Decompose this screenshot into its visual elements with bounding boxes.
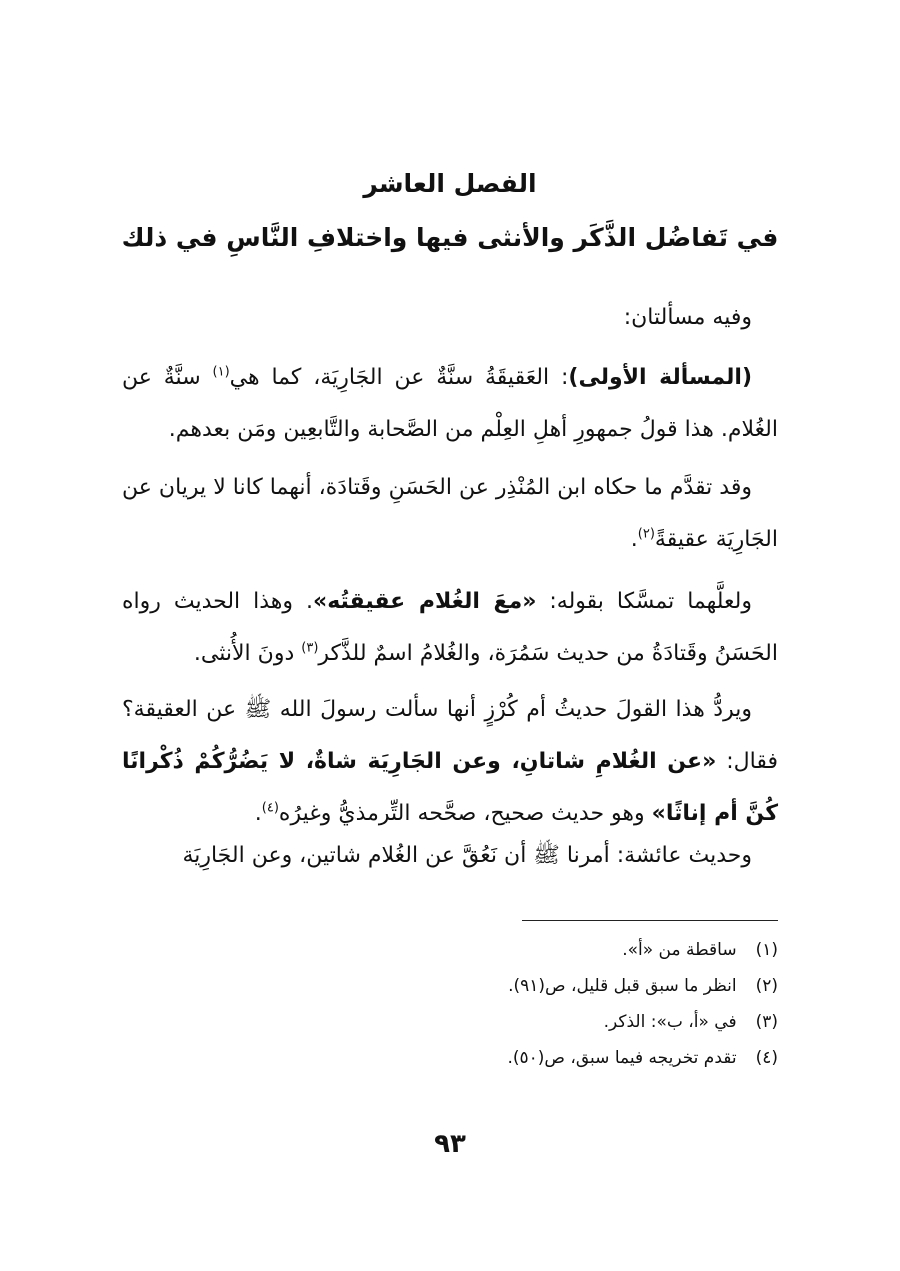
footnote-item [122, 1004, 778, 1040]
paragraph-text [122, 576, 778, 680]
chapter-subtitle: في تَفاضُل الذَّكَر والأنثى فيها واختلافِ النَّاسِ في ذلك [121, 223, 779, 252]
paragraph-hadith-umm-kurz [122, 684, 778, 840]
footnote-text: في «أ، ب»: الذكر. [603, 1012, 737, 1032]
footnote-item [122, 932, 778, 968]
paragraph-span: دونَ الأُنثى. [193, 641, 302, 666]
footnote-number: (١) [755, 940, 778, 960]
footnotes-list [122, 932, 778, 1076]
footnote-number: (٤) [755, 1048, 778, 1068]
paragraph-span: . [254, 801, 262, 826]
paragraph-span: . وهذا الحديث رواه الحَسَنُ وقَتادَةُ من حديث سَمُرَة، والغُلامُ اسمٌ للذَّكر [122, 589, 778, 666]
paragraph-hadith-aisha [122, 830, 778, 882]
paragraph-span: وهو حديث صحيح، صحَّحه التِّرمذيُّ وغيرُه [278, 801, 652, 826]
paragraph-span: : العَقيقَةُ سنَّةٌ عن الجَارِيَة، كما هي [229, 365, 569, 390]
paragraph-text [122, 684, 778, 840]
hadith-quote: «عن الغُلامِ شاتانِ، وعن الجَارِيَة شاةٌ، لا يَضُرُّكُمْ ذُكْرانًا كُنَّ أم إناثًا» [122, 749, 778, 826]
footnote-text: ساقطة من «أ». [622, 940, 737, 960]
issue-heading: (المسألة الأولى) [568, 365, 752, 390]
footnote-ref[interactable]: (٤) [261, 800, 279, 816]
paragraph-text [122, 462, 778, 566]
paragraph-span: . [630, 527, 638, 552]
paragraph-ibn-almundhir [122, 462, 778, 566]
footnote-text: انظر ما سبق قبل قليل، ص(٩١). [508, 976, 737, 996]
paragraph-span: ويردُّ هذا القولَ حديثُ أم كُرْزٍ أنها سألت رسولَ الله ﷺ عن العقيقة؟ فقال: [122, 697, 778, 774]
paragraph-span: ولعلَّهما تمسَّكا بقوله: [536, 589, 752, 614]
paragraph-first-issue [122, 352, 778, 456]
intro-line [122, 292, 778, 344]
paragraph-text [122, 352, 778, 456]
footnote-number: (٢) [755, 976, 778, 996]
chapter-title: الفصل العاشر [363, 169, 537, 198]
hadith-quote: «معَ الغُلام عقيقتُه» [313, 589, 537, 614]
footnote-ref[interactable]: (١) [212, 364, 230, 380]
page-number: ٩٣ [434, 1129, 466, 1159]
paragraph-text: وحديث عائشة: أمرنا ﷺ أن نَعُقَّ عن الغُلام شاتين، وعن الجَارِيَة [182, 843, 752, 868]
paragraph-span: وقد تقدَّم ما حكاه ابن المُنْذِر عن الحَسَنِ وقَتادَة، أنهما كانا لا يريان عن الجَارِيَة عقيقةً [122, 475, 778, 552]
footnote-number: (٣) [755, 1012, 778, 1032]
footnote-item [122, 968, 778, 1004]
intro-text: وفيه مسألتان: [623, 305, 752, 330]
footnote-text: تقدم تخريجه فيما سبق، ص(٥٠). [507, 1048, 737, 1068]
footnote-divider [522, 920, 778, 921]
footnote-ref[interactable]: (٣) [301, 640, 319, 656]
paragraph-hadith-samura [122, 576, 778, 680]
paragraph-span: سنَّةٌ عن الغُلام. هذا قولُ جمهورِ أهلِ العِلْم من الصَّحابة والتَّابعِين ومَن بعدهم. [122, 365, 778, 442]
footnote-item [122, 1040, 778, 1076]
footnote-ref[interactable]: (٢) [637, 526, 655, 542]
